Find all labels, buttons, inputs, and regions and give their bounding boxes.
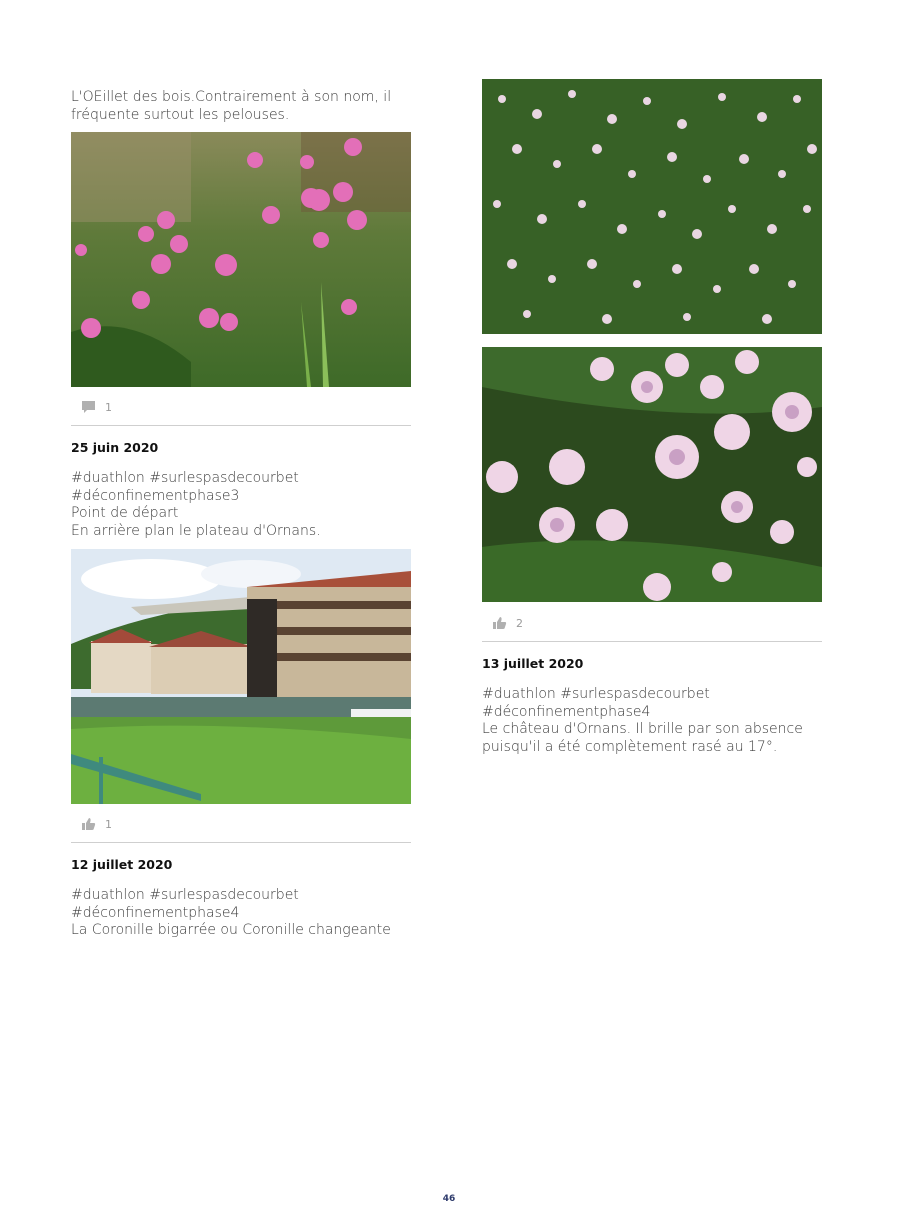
like-count: 2 bbox=[516, 616, 523, 630]
thumbs-up-icon bbox=[81, 817, 96, 831]
comment-reaction[interactable] bbox=[81, 400, 112, 414]
page-number: 46 bbox=[442, 1194, 456, 1204]
caption-line: fréquente surtout les pelouses. bbox=[71, 106, 290, 123]
post-date: 25 juin 2020 bbox=[71, 440, 159, 455]
post-text bbox=[71, 470, 321, 540]
post-text-line: #déconfinementphase4 bbox=[482, 703, 651, 720]
like-reaction[interactable] bbox=[81, 817, 112, 831]
comment-count: 1 bbox=[105, 400, 112, 414]
post-text-line: puisqu'il a été complètement rasé au 17°. bbox=[482, 738, 778, 755]
divider bbox=[71, 425, 411, 426]
post-date: 13 juillet 2020 bbox=[482, 656, 584, 671]
post-date: 12 juillet 2020 bbox=[71, 857, 173, 872]
post-text-line: #déconfinementphase3 bbox=[71, 487, 240, 504]
like-count: 1 bbox=[105, 817, 112, 831]
divider bbox=[71, 842, 411, 843]
caption-line: L'OEillet des bois.Contrairement à son nom, il bbox=[71, 89, 392, 105]
coronilla-closeup-photo[interactable] bbox=[482, 347, 822, 602]
comment-icon bbox=[81, 400, 96, 414]
like-reaction[interactable] bbox=[492, 616, 523, 630]
post-text-line: Point de départ bbox=[71, 505, 179, 521]
coronilla-field-photo[interactable] bbox=[482, 79, 822, 334]
carnation-caption bbox=[71, 89, 391, 124]
riverside-town-photo[interactable] bbox=[71, 549, 411, 804]
post-text-line: #duathlon #surlespasdecourbet bbox=[71, 887, 299, 903]
post-text bbox=[71, 887, 391, 940]
post-text-line: En arrière plan le plateau d'Ornans. bbox=[71, 522, 321, 539]
post-text-line: La Coronille bigarrée ou Coronille changeante bbox=[71, 922, 391, 938]
post-text bbox=[482, 686, 803, 756]
carnation-photo[interactable] bbox=[71, 132, 411, 387]
thumbs-up-icon bbox=[492, 616, 507, 630]
post-text-line: #duathlon #surlespasdecourbet bbox=[71, 470, 299, 486]
post-text-line: #duathlon #surlespasdecourbet bbox=[482, 686, 710, 702]
divider bbox=[482, 641, 822, 642]
post-text-line: #déconfinementphase4 bbox=[71, 904, 240, 921]
post-text-line: Le château d'Ornans. Il brille par son absence bbox=[482, 721, 803, 737]
